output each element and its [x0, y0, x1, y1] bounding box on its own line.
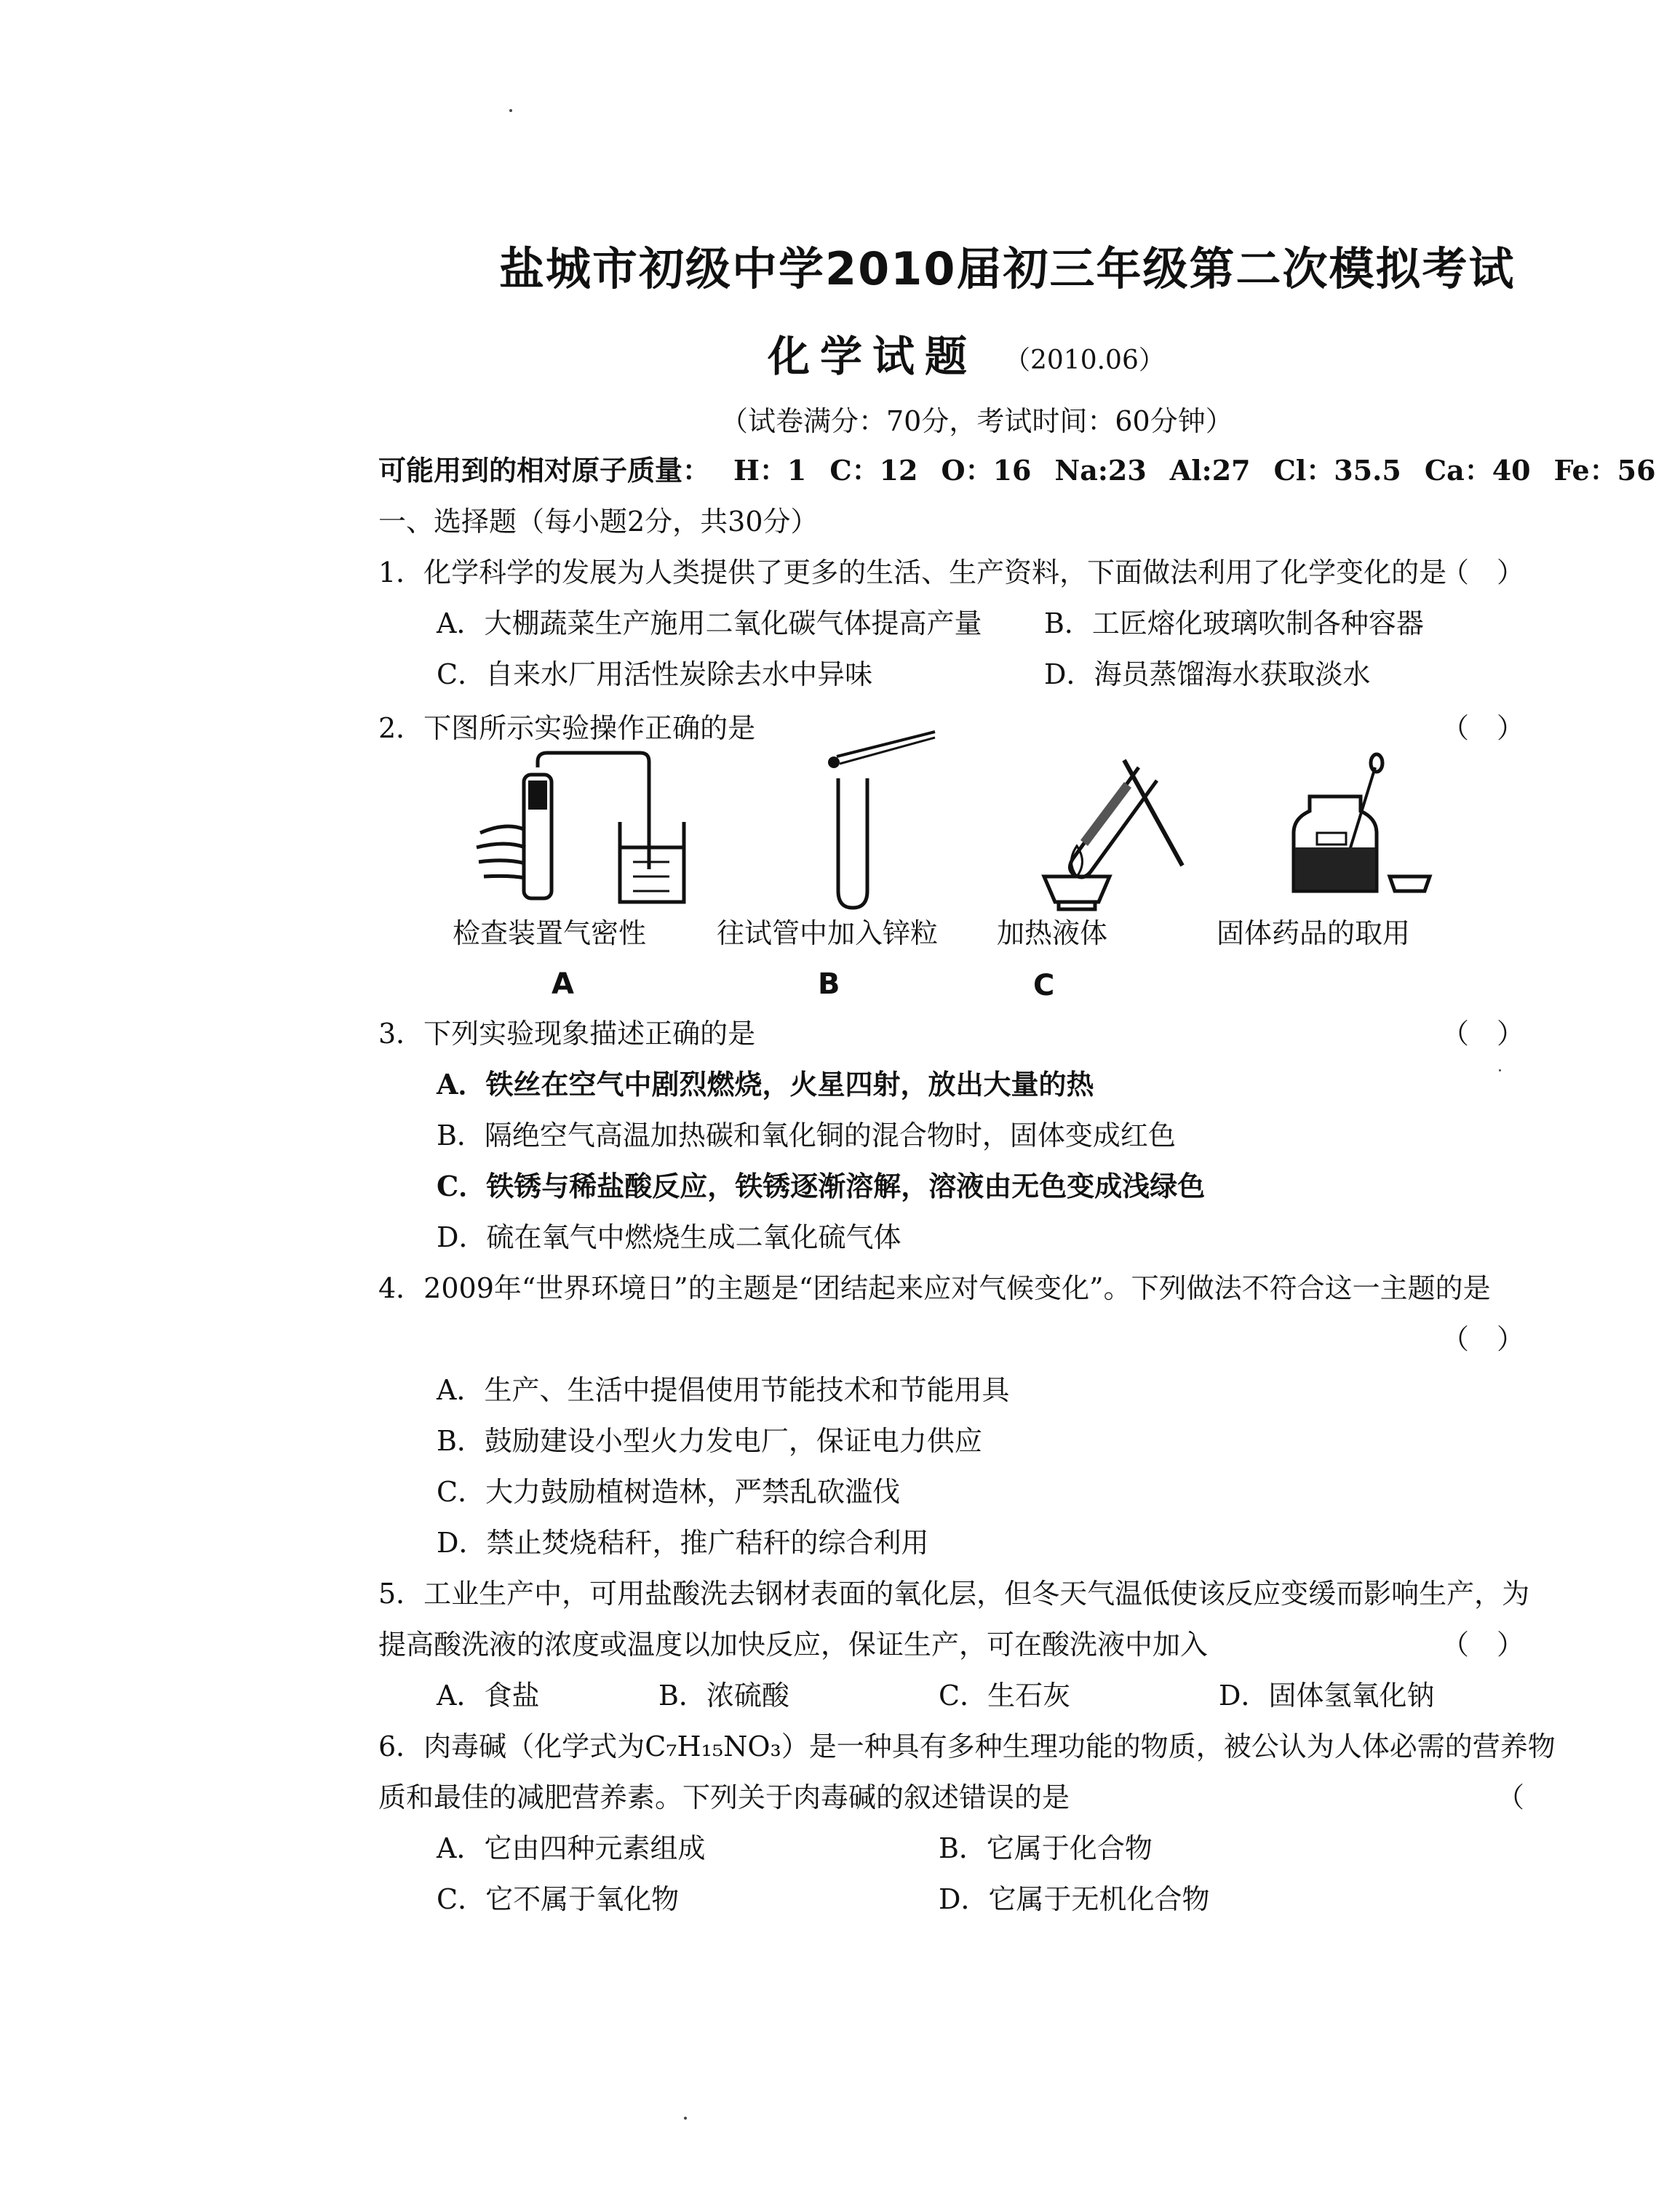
- q1-option-a: A．大棚蔬菜生产施用二氧化碳气体提高产量: [437, 607, 982, 639]
- q5-option-a: A．食盐: [437, 1680, 540, 1712]
- q3-stem: 3．下列实验现象描述正确的是: [378, 1018, 756, 1050]
- q4-option-d: D．禁止焚烧秸秆，推广秸秆的综合利用: [437, 1527, 929, 1559]
- q3-option-d: D．硫在氧气中燃烧生成二氧化硫气体: [437, 1221, 901, 1253]
- q6-option-d: D．它属于无机化合物: [939, 1883, 1210, 1915]
- figure-b-letter: B: [818, 967, 840, 1001]
- atomic-mass-na: Na:23: [1054, 454, 1147, 487]
- q2-answer-paren: （ ）: [1441, 712, 1524, 744]
- dish: [1390, 877, 1430, 891]
- exam-date: （2010.06）: [1004, 346, 1165, 375]
- hand-icon: [477, 826, 525, 878]
- alcohol-lamp: [1044, 877, 1110, 902]
- q6-formula: C₇H₁₅NO₃: [645, 1730, 781, 1762]
- q6-stem-line2: 质和最佳的减肥营养素。下列关于肉毒碱的叙述错误的是: [378, 1781, 1070, 1813]
- q5-stem-line1: 5．工业生产中，可用盐酸洗去钢材表面的氧化层，但冬天气温低使该反应变缓而影响生产，为: [378, 1578, 1530, 1610]
- label: [1317, 833, 1346, 845]
- q4-option-c: C．大力鼓励植树造林，严禁乱砍滥伐: [437, 1476, 901, 1508]
- q6-answer-paren: （: [1496, 1781, 1524, 1813]
- atomic-mass-al: Al:27: [1169, 454, 1251, 487]
- atomic-mass-fe: Fe：56: [1553, 454, 1656, 487]
- section-title: 一、选择题（每小题2分，共30分）: [378, 506, 819, 538]
- q3-option-b: B．隔绝空气高温加热碳和氧化铜的混合物时，固体变成红色: [437, 1119, 1176, 1151]
- atomic-mass-h: H：1: [733, 454, 807, 487]
- q1-answer-paren: （ ）: [1441, 556, 1524, 588]
- q6-stem-line1: [378, 1730, 1556, 1763]
- scan-speck: [684, 2117, 687, 2120]
- q5-option-c: C．生石灰: [939, 1680, 1071, 1712]
- q4-answer-paren: （ ）: [1441, 1323, 1524, 1355]
- q4-stem: 4．2009年“世界环境日”的主题是“团结起来应对气候变化”。下列做法不符合这一主题的是: [378, 1272, 1491, 1304]
- figure-b-zinc-to-test-tube: [808, 727, 946, 917]
- solid-reagent: [1295, 847, 1375, 890]
- exam-info: （试卷满分：70分，考试时间：60分钟）: [720, 405, 1233, 437]
- figure-a-letter: A: [552, 967, 574, 1001]
- q3-option-c: C．铁锈与稀盐酸反应，铁锈逐渐溶解，溶液由无色变成浅绿色: [437, 1170, 1206, 1202]
- q6-stem-suffix: ）是一种具有多种生理功能的物质，被公认为人体必需的营养物: [781, 1730, 1556, 1762]
- figure-b-caption: 往试管中加入锌粒: [717, 917, 939, 949]
- figure-c-caption: 加热液体: [997, 917, 1108, 949]
- scan-speck: [509, 109, 512, 112]
- q6-stem-prefix: 6．肉毒碱（化学式为: [378, 1730, 645, 1762]
- q6-option-a: A．它由四种元素组成: [437, 1832, 706, 1864]
- stopper: [528, 780, 547, 810]
- q5-stem-line2: 提高酸洗液的浓度或温度以加快反应，保证生产，可在酸洗液中加入: [378, 1629, 1209, 1661]
- figure-c-heating-liquid: [1015, 753, 1190, 920]
- atomic-mass-c: C：12: [829, 454, 918, 487]
- atomic-mass-cl: Cl：35.5: [1273, 454, 1401, 487]
- figure-c-letter: C: [1033, 969, 1055, 1002]
- q4-option-a: A．生产、生活中提倡使用节能技术和节能用具: [437, 1374, 1010, 1406]
- delivery-tube: [538, 753, 649, 869]
- q5-option-d: D．固体氢氧化钠: [1219, 1680, 1435, 1712]
- q6-option-b: B．它属于化合物: [939, 1832, 1153, 1864]
- q1-option-d: D．海员蒸馏海水获取淡水: [1044, 658, 1371, 690]
- figure-d-solid-reagent: [1281, 753, 1441, 906]
- figure-d-caption: 固体药品的取用: [1217, 917, 1411, 949]
- atomic-mass-o: O：16: [941, 454, 1032, 487]
- atomic-mass-ca: Ca：40: [1424, 454, 1531, 487]
- q1-option-b: B．工匠熔化玻璃吹制各种容器: [1044, 607, 1424, 639]
- atomic-mass-line: [378, 454, 1656, 487]
- q2-stem: 2．下图所示实验操作正确的是: [378, 712, 756, 744]
- scan-speck: [1499, 1069, 1501, 1071]
- tweezers: [837, 732, 935, 756]
- q1-stem: 1．化学科学的发展为人类提供了更多的生活、生产资料，下面做法利用了化学变化的是: [378, 556, 1447, 588]
- zinc-granule: [828, 756, 840, 768]
- q5-answer-paren: （ ）: [1441, 1629, 1524, 1661]
- figure-a-caption: 检查装置气密性: [453, 917, 647, 949]
- q4-option-b: B．鼓励建设小型火力发电厂，保证电力供应: [437, 1425, 982, 1457]
- q6-option-c: C．它不属于氧化物: [437, 1883, 680, 1915]
- exam-title: 盐城市初级中学2010届初三年级第二次模拟考试: [499, 242, 1516, 295]
- test-tube: [838, 778, 867, 908]
- atomic-mass-label: 可能用到的相对原子质量：: [378, 454, 711, 487]
- q1-option-c: C．自来水厂用活性炭除去水中异味: [437, 658, 873, 690]
- q5-option-b: B．浓硫酸: [658, 1680, 789, 1712]
- q3-answer-paren: （ ）: [1441, 1018, 1524, 1050]
- q3-option-a: A．铁丝在空气中剧烈燃烧，火星四射，放出大量的热: [437, 1068, 1094, 1101]
- exam-subject: 化学试题: [768, 332, 978, 381]
- figure-a-airtightness-apparatus: [466, 753, 698, 917]
